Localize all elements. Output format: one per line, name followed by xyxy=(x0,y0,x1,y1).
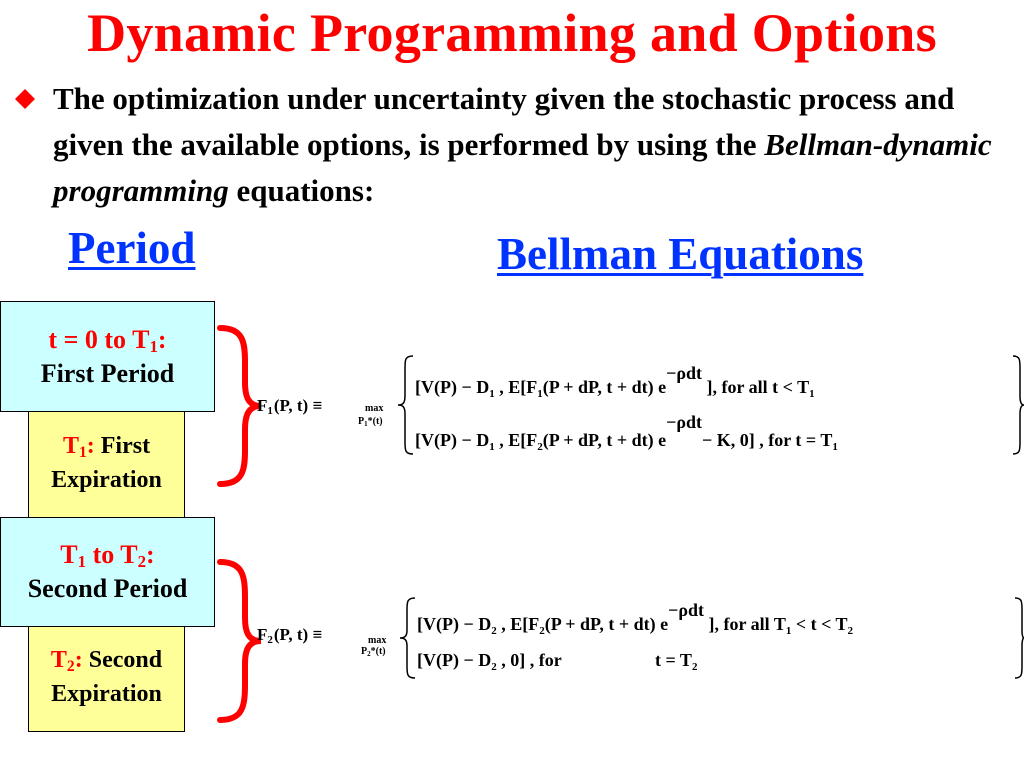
eq2-lhs: F2(P, t) ≡ xyxy=(257,625,323,646)
second-period-colon: : xyxy=(146,540,155,569)
second-expiration-symbol-text: T xyxy=(50,647,67,673)
eq1-right-brace xyxy=(1013,356,1024,454)
eq2-row2: [$V(P) - D_2$ , 0] , for xyxy=(417,650,562,673)
second-expiration-box xyxy=(28,622,185,732)
eq2-max: max xyxy=(368,635,387,646)
second-period-to-sub: 2 xyxy=(137,552,147,572)
first-period-box xyxy=(0,301,215,412)
eq2-right-brace xyxy=(1015,598,1024,678)
second-expiration-label-b: Expiration xyxy=(51,681,162,707)
second-expiration-symbol xyxy=(51,647,83,673)
intro-emphasis: Bellman-dynamic programming xyxy=(53,127,992,208)
intro-text-after: equations: xyxy=(228,173,375,208)
eq1-row1: [$V(P) - D_1$ , $E[F_1(P$ + dP, t + dt) e−ρdt ], for all $t < T_1$ xyxy=(415,363,815,400)
eq1-max-under: $P_1*(t)$ xyxy=(358,416,383,428)
diamond-bullet-icon xyxy=(14,88,36,110)
second-expiration-colon: : xyxy=(74,647,83,673)
first-expiration-label-a: First xyxy=(100,433,151,459)
slide-title: Dynamic Programming and Options xyxy=(87,3,937,63)
eq1-max: max xyxy=(365,403,384,414)
bellman-equation-1 xyxy=(255,348,1024,463)
first-period-colon: : xyxy=(157,324,167,354)
first-period-range-text: t = 0 to T xyxy=(48,324,150,354)
first-expiration-symbol-sub: 1 xyxy=(78,443,87,461)
bellman-equation-2 xyxy=(255,592,1024,684)
second-period-to: to T xyxy=(86,540,138,569)
bellman-heading: Bellman Equations xyxy=(497,229,864,279)
second-period-range xyxy=(60,538,154,572)
intro-text xyxy=(53,76,1003,214)
eq2-left-brace xyxy=(400,598,415,678)
second-expiration-label-a: Second xyxy=(88,647,163,673)
period-heading: Period xyxy=(68,223,196,273)
eq2-max-under: $P_2*(t)$ xyxy=(361,646,386,658)
first-period-label: First Period xyxy=(40,358,175,388)
first-period-range xyxy=(48,323,166,357)
second-expiration-line1 xyxy=(51,643,162,677)
first-period-range-sub: 1 xyxy=(149,336,158,356)
eq1-row2: [$V(P) - D_1$ , $E[F_2(P$ + dP, t + dt) e−ρdt− K, 0] , for $t = T_1$ xyxy=(415,412,838,453)
second-period-box xyxy=(0,517,215,627)
eq2-row2-condition: $t = T_2$ xyxy=(655,650,698,673)
eq2-row1: [$V(P) - D_2$ , $E[F_2(P$ + dP, t + dt) e−ρdt ], for all $T_1 < t < T_2$ xyxy=(417,600,854,637)
intro-text-before: The optimization under uncertainty given the stochastic process and given the available options, is performed by using the xyxy=(53,81,955,162)
second-expiration-symbol-sub: 2 xyxy=(66,657,75,675)
first-expiration-colon: : xyxy=(86,433,95,459)
eq1-lhs: F1(P, t) ≡ xyxy=(257,396,323,417)
second-period-label: Second Period xyxy=(27,574,188,603)
first-expiration-symbol xyxy=(63,433,95,459)
eq1-left-brace xyxy=(398,356,413,454)
first-expiration-label-b: Expiration xyxy=(51,467,162,493)
first-expiration-symbol-text: T xyxy=(62,433,79,459)
first-expiration-line1 xyxy=(63,429,150,463)
first-expiration-box xyxy=(28,408,185,518)
second-period-from-sub: 1 xyxy=(77,552,87,572)
second-period-from: T xyxy=(60,540,78,569)
